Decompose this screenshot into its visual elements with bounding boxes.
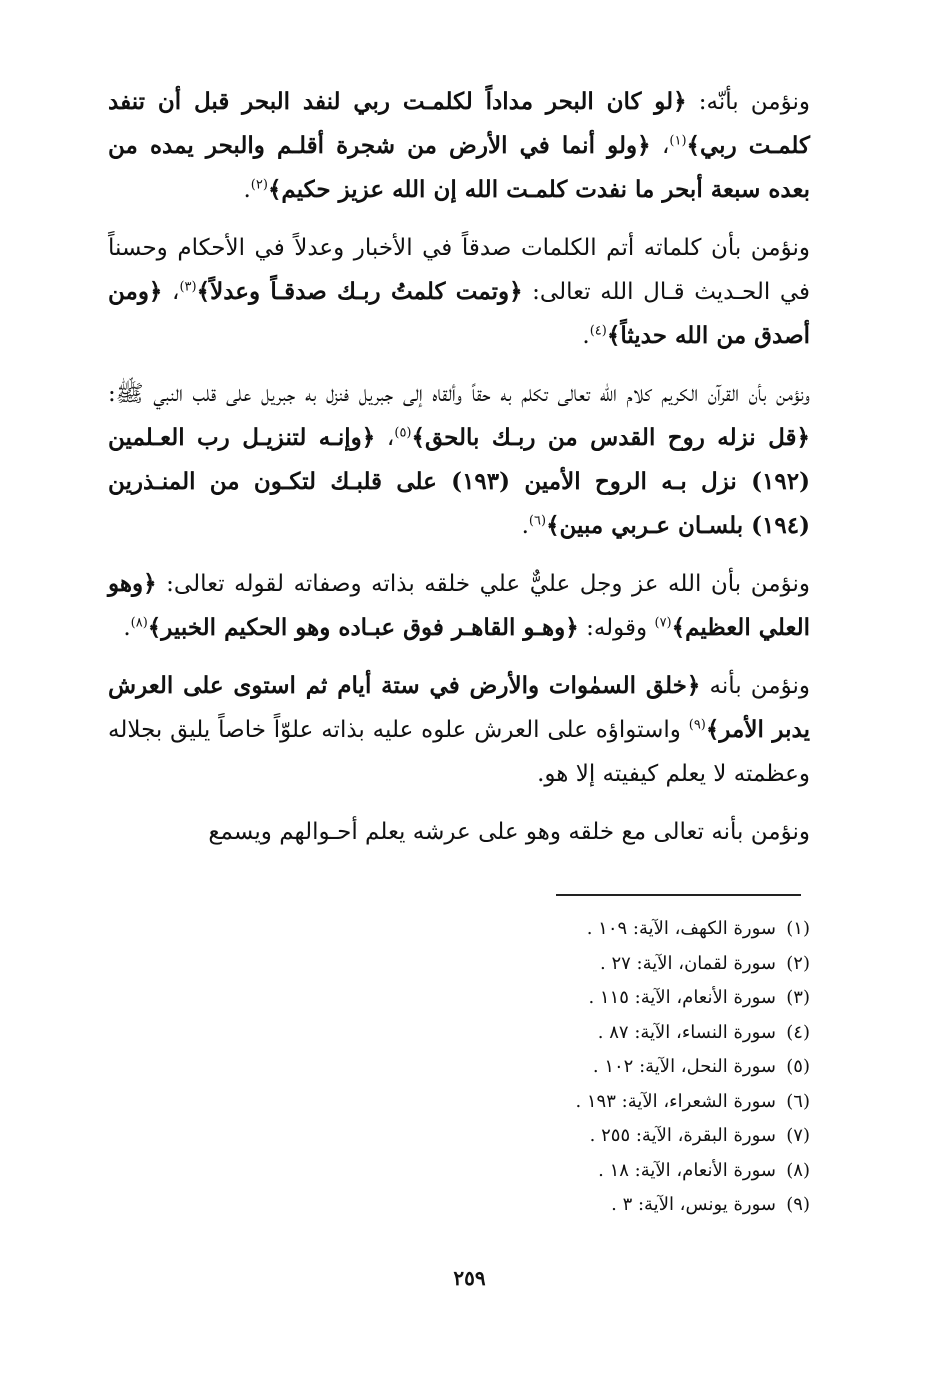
- text-segment: ونؤمن بأنه: [700, 673, 811, 699]
- text-segment: ،: [650, 133, 670, 159]
- footnote-item: [430, 1154, 810, 1189]
- footnote-text: سورة الأنعام، الآية: ١٨ .: [598, 1159, 776, 1181]
- footnote-ref: (٨): [130, 615, 148, 631]
- text-segment: وقوله:: [578, 615, 655, 641]
- footnote-text: سورة يونس، الآية: ٣ .: [611, 1194, 776, 1215]
- footnote-text: سورة النحل، الآية: ١٠٢ .: [592, 1056, 776, 1077]
- footnote-ref: (٦): [528, 513, 547, 529]
- footnote-item: [430, 1050, 810, 1085]
- paragraph-4: [108, 562, 810, 650]
- footnote-item: [430, 1188, 810, 1223]
- footnote-text: سورة البقرة، الآية: ٢٥٥ .: [589, 1125, 776, 1146]
- footnote-number: (٥): [786, 1056, 810, 1077]
- footnotes: [430, 912, 810, 1223]
- footnote-number: (٦): [786, 1090, 810, 1112]
- footnote-ref: (٩): [688, 717, 706, 733]
- text-segment: ،: [162, 279, 180, 305]
- paragraph-3: [108, 372, 810, 548]
- footnote-item: [430, 947, 810, 982]
- text-segment: .: [123, 615, 131, 641]
- footnote-text: سورة النساء، الآية: ٨٧ .: [597, 1021, 776, 1043]
- footnote-item: [430, 1085, 810, 1120]
- quran-verse: ﴿وهو العلي العظيم﴾: [108, 570, 810, 641]
- footnote-item: [430, 981, 810, 1016]
- page-number: ٢٥٩: [453, 1266, 486, 1290]
- footnote-text: سورة لقمان، الآية: ٢٧ .: [600, 952, 776, 974]
- paragraph-5: [108, 664, 810, 796]
- text-segment: ونؤمن بأنه تعالى مع خلقه وهو على عرشه يعلم أحـوالهم ويسمع: [208, 819, 810, 845]
- footnote-ref: (٤): [589, 323, 607, 339]
- quran-verse: ﴿خلق السمٰوات والأرض في ستة أيام ثم استوى على العرش يدبر الأمر﴾: [108, 672, 810, 743]
- footnote-number: (٣): [786, 987, 810, 1008]
- footnote-ref: (١): [669, 133, 687, 149]
- text-segment: ونؤمن بأن كلماته أتم الكلمات صدقاً في الأخبار وعدلاً في الأحكام وحسناً في الحـديث قـال الله تعالى:: [108, 235, 810, 305]
- paragraph-1: [108, 80, 810, 212]
- text-segment: ونؤمن بأن القرآن الكريم كلام الله تعالى تكلم به حقاً وألقاه إلى جبريل فنزل به جبريل على قلب النبي ﷺ:: [108, 381, 810, 407]
- text-segment: ونؤمن بأنّه:: [686, 89, 810, 115]
- footnote-number: (٤): [786, 1021, 810, 1043]
- footnote-text: سورة الأنعام، الآية: ١١٥ .: [588, 987, 776, 1008]
- footnote-number: (٧): [786, 1125, 810, 1146]
- footnote-item: [430, 1119, 810, 1154]
- footnote-ref: (٢): [250, 177, 268, 193]
- text-segment: واستواؤه على العرش علوه عليه بذاته علوّاً خاصاً يليق بجلاله وعظمته لا يعلم كيفيته إلا هو.: [108, 717, 810, 787]
- paragraph-2: [108, 226, 810, 358]
- quran-verse: ﴿وإنـه لتنزيـل رب العـلمين (١٩٢) نزل بـه الروح الأمين (١٩٣) على قلبـك لتكـون من المنـذرين (١٩٤) بلسـان عـربي مبين﴾: [108, 424, 810, 539]
- footnote-item: [430, 1016, 810, 1051]
- text-segment: .: [582, 323, 590, 349]
- quran-verse: ﴿ولو أنما في الأرض من شجرة أقلـم والبحر يمده من بعده سبعة أبحر ما نفدت كلمـت الله إن الله عزيز حكيم﴾: [108, 132, 810, 203]
- quran-verse: ﴿ومن أصدق من الله حديثاً﴾: [108, 278, 810, 349]
- quran-verse: ﴿وهـو القاهـر فوق عبـاده وهو الحكيم الخبير﴾: [147, 614, 579, 641]
- text-segment: ونؤمن بأن الله عز وجل عليٌّ علي خلقه بذاته وصفاته لقوله تعالى:: [156, 571, 810, 597]
- footnote-ref: (٣): [179, 279, 197, 295]
- footnote-number: (٩): [786, 1194, 810, 1215]
- footnote-text: سورة الشعراء، الآية: ١٩٣ .: [575, 1090, 776, 1112]
- footnote-ref: (٧): [654, 615, 672, 631]
- footnote-separator: [556, 894, 801, 896]
- footnote-number: (٨): [786, 1159, 810, 1181]
- quran-verse: ﴿وتمت كلمتُ ربـك صدقـاً وعدلاً﴾: [196, 278, 523, 305]
- text-segment: .: [243, 177, 251, 203]
- quran-verse: ﴿لو كان البحر مداداً لكلمـت ربي لنفد البحر قبل أن تنفد كلمـت ربي﴾: [108, 88, 810, 159]
- text-segment: .: [521, 513, 529, 539]
- text-segment: ،: [375, 425, 395, 451]
- footnote-ref: (٥): [394, 425, 412, 441]
- footnote-text: سورة الكهف، الآية: ١٠٩ .: [586, 918, 776, 939]
- footnote-item: [430, 912, 810, 947]
- paragraph-6: [108, 810, 810, 854]
- quran-verse: ﴿قل نزله روح القدس من ربـك بالحق﴾: [411, 424, 810, 451]
- body-text: [108, 80, 810, 868]
- footnote-number: (٢): [786, 952, 810, 974]
- footnote-number: (١): [786, 918, 810, 939]
